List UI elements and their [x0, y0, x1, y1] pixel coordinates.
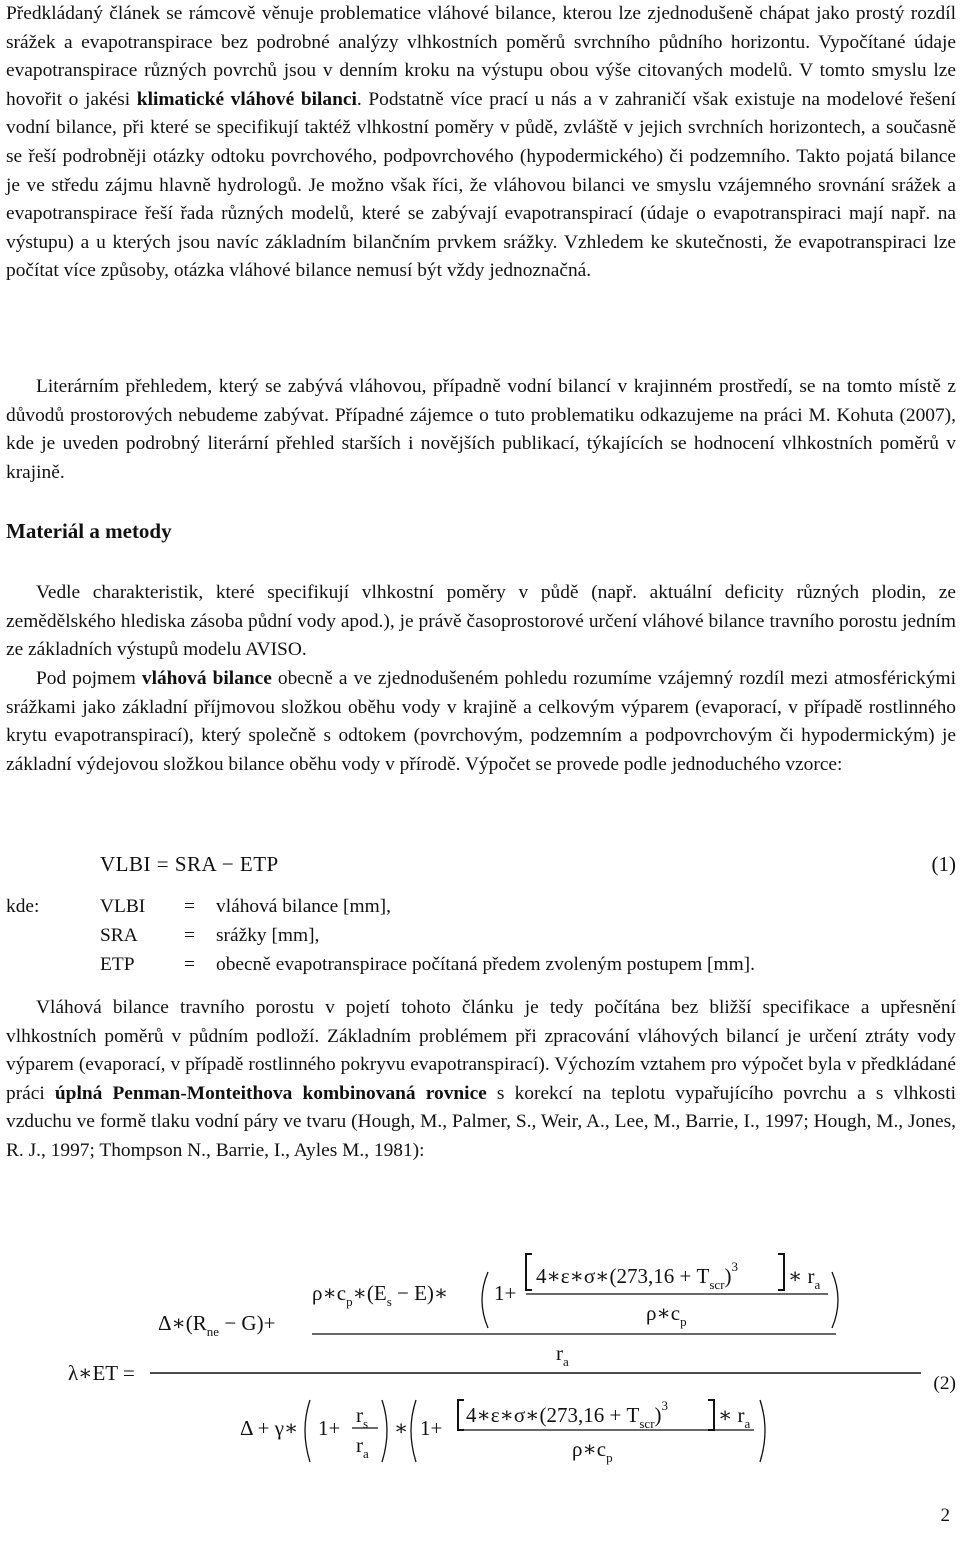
definition-equals: = [184, 925, 195, 946]
section-title: Materiál a metody [6, 519, 172, 543]
penman-monteith-formula [6, 1250, 936, 1500]
inner-denominator: $\rho∗c_p$ [646, 1301, 687, 1329]
bold-term: úplná Penman-Monteithova kombinovaná rovnice [54, 1082, 487, 1104]
bold-term: vláhová bilance [141, 668, 272, 689]
bold-term: klimatické vláhové bilanci [136, 88, 357, 110]
equation-1 [6, 852, 956, 884]
bracket-left [526, 1254, 532, 1290]
paragraph-definition [6, 665, 956, 779]
bracket-right [708, 1400, 714, 1430]
definition-description: srážky [mm], [216, 925, 320, 946]
equation-2 [6, 1250, 956, 1500]
paren-left [411, 1400, 416, 1462]
definition-row [6, 925, 956, 954]
paragraph-literature: Literárním přehledem, který se zabývá vláhovou, případně vodní bilancí v krajinném prostředí, se na tomto místě z důvodů prostorových nebudeme zabývat. Případné zájemce o tuto problematiku odkazujeme na práci M. Kohuta (2007), kde je uveden podrobný literární přehled starších i novějších publikací, týkajících se hodnocení vlhkostních poměrů v krajině. [6, 376, 956, 483]
definition-row [6, 896, 956, 925]
inner-times-ra: ∗ $r_a$ [788, 1264, 821, 1292]
paragraph-text: . Podstatně více prací u nás a v zahraničí však existuje na modelové řešení vodní bilance, při které se specifikují taktéž vlhkostní poměry v půdě, zvláště v jejich svrchních horizontech, a současně se řeší podrobněji otázky odtoku povrchového, podpovrchového (hypodermického) či podzemního. Takto pojatá bilance je ve středu zájmu hlavně hydrologů. Je možno však říci, že vláhovou bilanci ve smyslu vzájemného srovnání srážek a evapotranspirace řeší řada různých modelů, které se zabývají evapotranspirací (údaje o evapotranspiraci mají např. na výstupu) a u kterých jsou navíc základním bilančním prvkem srážky. Vzhledem ke skutečnosti, že evapotranspiraci lze počítat více způsoby, otázka vláhové bilance nemusí být vždy jednoznačná. [6, 88, 956, 282]
definition-symbol: SRA [100, 925, 138, 946]
paragraph-text: obecně a ve zjednodušeném pohledu rozumíme vzájemný rozdíl mezi atmosférickými srážkami jako základní příjmovou složkou oběhu vody v krajině a celkovým výparem (evaporací, v případě rostlinného krytu evapotranspirací), který společně s odtokem (povrchovým, podzemním a podpovrchovým či hypodermickým) je základní výdejovou složkou bilance oběhu vody v přírodě. Výpočet se provede podle jednoduchého vzorce: [6, 668, 957, 775]
denominator-inner-numerator: 4∗ε∗σ∗(273,16 + $T_{scr})^3$ [466, 1398, 669, 1431]
denominator-times: ∗ [394, 1416, 409, 1440]
paragraph-text: Vláhová bilance travního porostu v pojetí tohoto článku je tedy počítána bez bližší specifikace a upřesnění vlhkostních poměrů v půdním podloží. Základním problémem při zpracování vláhových bilancí je určení ztráty vody výparem (evaporací, v případě rostlinného pokryvu evapotranspirací). Výchozím vztahem pro výpočet byla v předkládané práci [6, 997, 956, 1104]
paren-left [482, 1272, 488, 1328]
equation-number: (1) [931, 852, 956, 876]
paragraph-penman [6, 994, 956, 1166]
definition-symbol: ETP [100, 954, 135, 975]
denominator-one-plus: 1+ [318, 1416, 341, 1440]
definition-row [6, 954, 956, 983]
definition-equals: = [184, 896, 195, 917]
one-plus-upper: 1+ [494, 1281, 517, 1305]
numerator-term1: $\Delta∗(R_{ne} - G)+$ [158, 1311, 276, 1339]
where-label: kde: [6, 896, 40, 917]
definition-description: vláhová bilance [mm], [216, 896, 391, 917]
paren-right [832, 1272, 838, 1328]
page-number: 2 [940, 1505, 950, 1526]
paragraph-text: Předkládaný článek se rámcově věnuje problematice vláhové bilance, kterou lze zjednodušeně chápat jako prostý rozdíl srážek a evapotranspirace bez podrobné analýzy vlhkostních poměrů svrchního půdního horizontu. Vypočítané údaje evapotranspirace různých povrchů jsou v denním kroku na výstupu obou výše citovaných modelů. V tomto smyslu lze hovořit o jakési [6, 3, 956, 110]
denominator-start: Δ + γ∗ [240, 1416, 299, 1440]
numerator-term2: $\rho∗c_p∗(E_s$ − E)∗ [312, 1281, 449, 1309]
numerator-ra: $r_a$ [556, 1341, 569, 1369]
definition-description: obecně evapotranspirace počítaná předem zvoleným postupem [mm]. [216, 954, 755, 975]
equation-number: (2) [933, 1373, 956, 1394]
paragraph-intro [6, 0, 956, 286]
paragraph-text: Pod pojmem [36, 668, 142, 689]
equation-expression: VLBI = SRA − ETP [100, 852, 279, 876]
rs-denominator: $r_a$ [356, 1433, 369, 1461]
definition-symbol: VLBI [100, 896, 146, 917]
bracket-left [458, 1400, 464, 1430]
definitions-list [6, 896, 956, 983]
formula-lhs: λ∗ET = [68, 1361, 135, 1385]
bracket-right [778, 1254, 784, 1290]
inner-numerator: 4∗ε∗σ∗(273,16 + $T_{scr})^3$ [536, 1259, 739, 1292]
rs-numerator: $r_s$ [356, 1403, 369, 1431]
paren-left [305, 1400, 310, 1462]
denominator-times-ra: ∗ $r_a$ [718, 1403, 751, 1431]
paragraph-methods: Vedle charakteristik, které specifikují vlhkostní poměry v půdě (např. aktuální deficity různých plodin, ze zemědělského hlediska zásoba půdní vody apod.), je právě časoprostorové určení vláhové bilance travního porostu jedním ze základních výstupů modelu AVISO. [6, 582, 956, 661]
denominator-one-plus-2: 1+ [420, 1416, 443, 1440]
paragraph-text: s korekcí na teplotu vypařujícího povrchu a s vlhkosti vzduchu ve formě tlaku vodní páry ve tvaru (Hough, M., Palmer, S., Weir, A., Lee, M., Barrie, I., 1997; Hough, M., Jones, R. J., 1997; Thompson N., Barrie, I., Ayles M., 1981): [6, 1082, 957, 1161]
paren-right [760, 1400, 765, 1462]
denominator-inner-denominator: $\rho∗c_p$ [572, 1437, 613, 1465]
paren-right [382, 1400, 387, 1462]
definition-equals: = [184, 954, 195, 975]
